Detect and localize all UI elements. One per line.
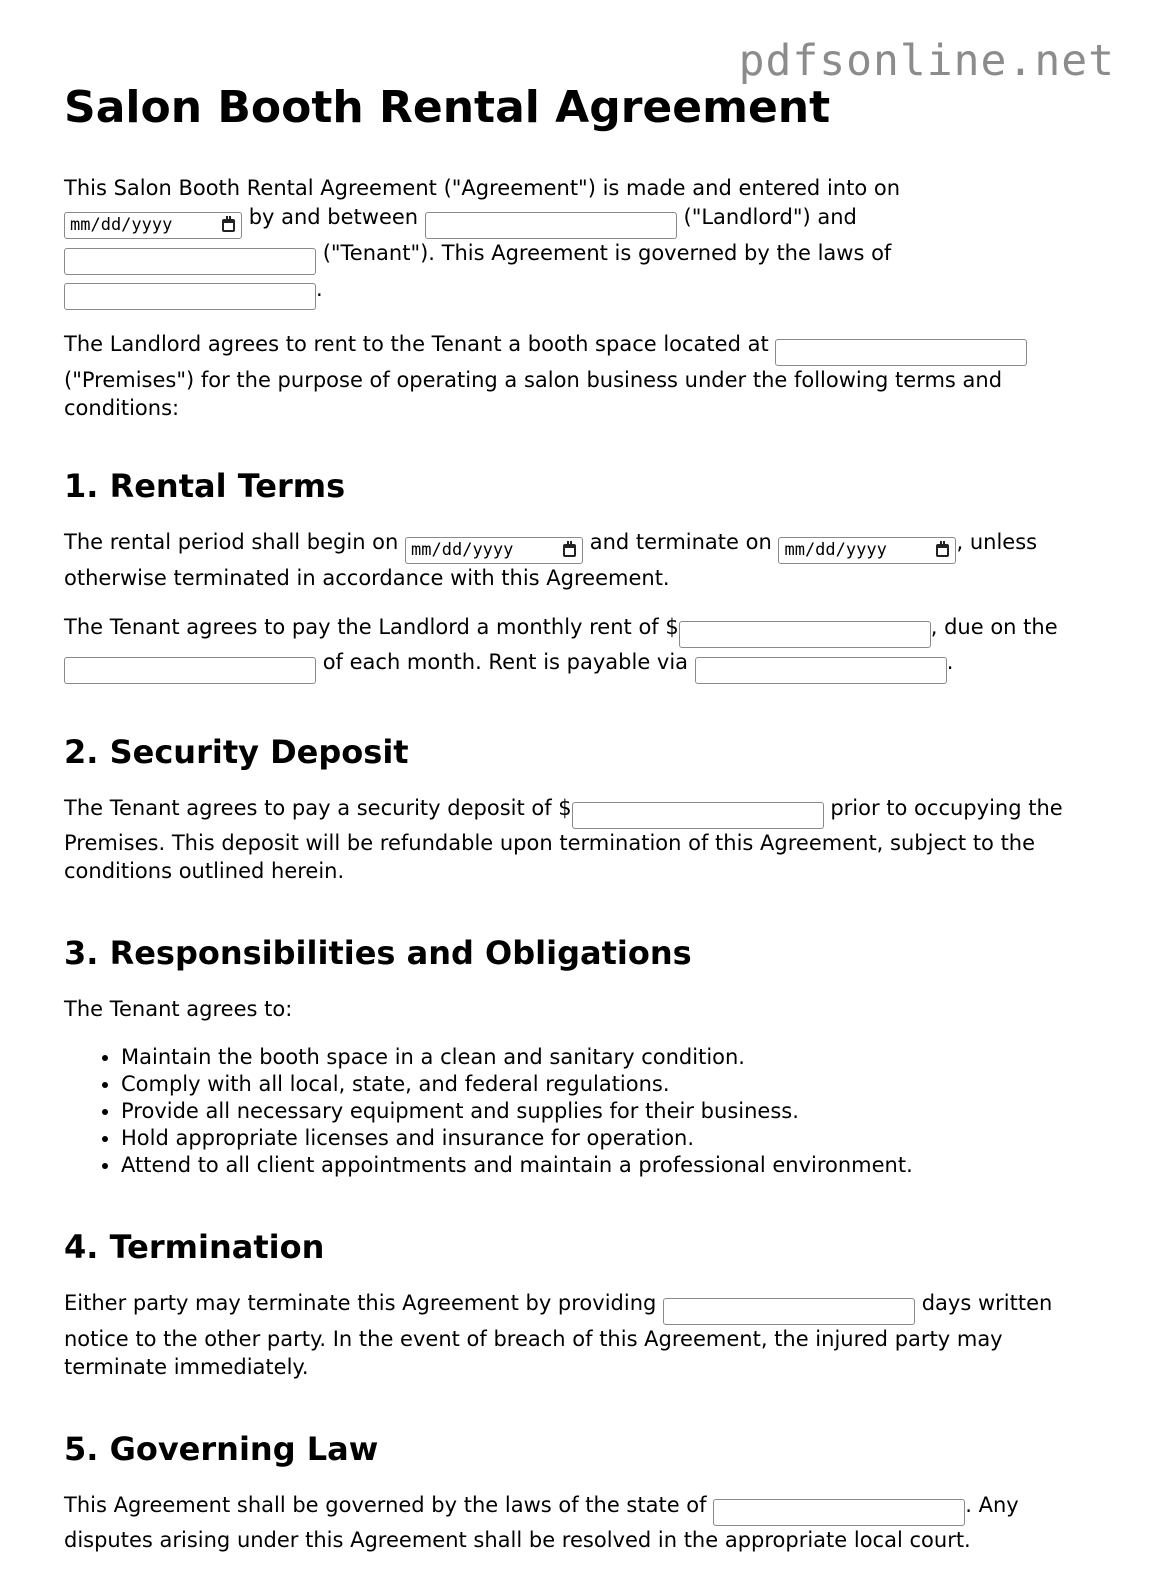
law-text-1: This Agreement shall be governed by the laws of the state of xyxy=(64,1492,707,1517)
section-heading-security-deposit: 2. Security Deposit xyxy=(64,732,409,771)
calendar-icon[interactable] xyxy=(563,544,576,557)
rent-text-4: . xyxy=(946,650,954,674)
governing-law-paragraph xyxy=(64,1491,1086,1556)
section-heading-termination: 4. Termination xyxy=(64,1228,325,1266)
payment-method-field[interactable] xyxy=(695,657,947,684)
date-placeholder: mm/dd/yyyy xyxy=(784,539,887,560)
rental-text-1: The rental period shall begin on xyxy=(64,529,399,554)
end-date-field[interactable] xyxy=(778,537,956,564)
document-body xyxy=(64,80,1086,1575)
list-item: • Attend to all client appointments and maintain a professional environment. xyxy=(121,1152,1086,1179)
termination-text-2: days written notice to the other party. In the event of breach of this Agreement, the injured party may terminate immediately. xyxy=(64,1291,1053,1379)
intro-text-4: ("Tenant"). This Agreement is governed by the laws of xyxy=(322,241,892,265)
intro-text-5: . xyxy=(316,276,323,301)
rent-text-3: of each month. Rent is payable via xyxy=(322,650,689,674)
intro-paragraph xyxy=(64,174,1086,310)
list-item: • Maintain the booth space in a clean and sanitary condition. xyxy=(121,1044,1086,1071)
list-item: • Comply with all local, state, and federal regulations. xyxy=(121,1071,1086,1098)
date-placeholder: mm/dd/yyyy xyxy=(411,539,514,560)
agreement-date-field[interactable] xyxy=(64,212,242,239)
landlord-name-field[interactable] xyxy=(425,212,677,239)
calendar-icon[interactable] xyxy=(222,219,235,232)
watermark: pdfsonline.net xyxy=(738,36,1115,86)
list-item: • Provide all necessary equipment and supplies for their business. xyxy=(121,1098,1086,1125)
responsibilities-intro: The Tenant agrees to: xyxy=(64,997,293,1021)
tenant-name-field[interactable] xyxy=(64,248,316,275)
intro-text-1: This Salon Booth Rental Agreement ("Agreement") is made and entered into on xyxy=(64,176,901,200)
security-deposit-field[interactable] xyxy=(572,802,824,829)
state-field[interactable] xyxy=(713,1499,965,1526)
start-date-field[interactable] xyxy=(405,537,583,564)
governing-state-field[interactable] xyxy=(64,283,316,310)
rental-text-3: , unless otherwise terminated in accordance with this Agreement. xyxy=(64,529,1038,590)
rent-text-1: The Tenant agrees to pay the Landlord a monthly rent of $ xyxy=(64,614,679,639)
termination-text-1: Either party may terminate this Agreement by providing xyxy=(64,1291,657,1315)
section-heading-rental-terms: 1. Rental Terms xyxy=(64,466,346,505)
section-heading-responsibilities: 3. Responsibilities and Obligations xyxy=(64,934,692,972)
rent-text-2: , due on the xyxy=(930,614,1058,639)
intro-text-3: ("Landlord") and xyxy=(683,205,857,229)
rental-text-2: and terminate on xyxy=(589,529,772,554)
calendar-icon[interactable] xyxy=(936,544,949,557)
notice-days-field[interactable] xyxy=(663,1298,915,1325)
premises-text-2: ("Premises") for the purpose of operating a salon business under the following terms and conditions: xyxy=(64,367,1003,420)
deposit-text-1: The Tenant agrees to pay a security deposit of $ xyxy=(64,795,572,820)
monthly-rent-field[interactable] xyxy=(679,621,931,648)
premises-paragraph xyxy=(64,330,1086,422)
date-placeholder: mm/dd/yyyy xyxy=(70,215,173,235)
rent-due-day-field[interactable] xyxy=(64,657,316,684)
page-title: Salon Booth Rental Agreement xyxy=(64,82,831,133)
termination-paragraph xyxy=(64,1289,1086,1381)
responsibilities-list xyxy=(64,1044,1086,1179)
list-item: • Hold appropriate licenses and insurance for operation. xyxy=(121,1125,1086,1152)
deposit-text-2: prior to occupying the Premises. This deposit will be refundable upon termination of this Agreement, subject to the conditions outlined herein. xyxy=(64,795,1063,883)
premises-text-1: The Landlord agrees to rent to the Tenant a booth space located at xyxy=(64,332,769,356)
intro-text-2: by and between xyxy=(248,205,419,229)
rent-payment-paragraph xyxy=(64,613,1086,684)
law-text-2: . Any disputes arising under this Agreement shall be resolved in the appropriate local court. xyxy=(64,1492,1019,1552)
premises-address-field[interactable] xyxy=(775,339,1027,366)
rental-period-paragraph xyxy=(64,528,1086,593)
section-heading-governing-law: 5. Governing Law xyxy=(64,1429,379,1468)
security-deposit-paragraph xyxy=(64,794,1086,886)
